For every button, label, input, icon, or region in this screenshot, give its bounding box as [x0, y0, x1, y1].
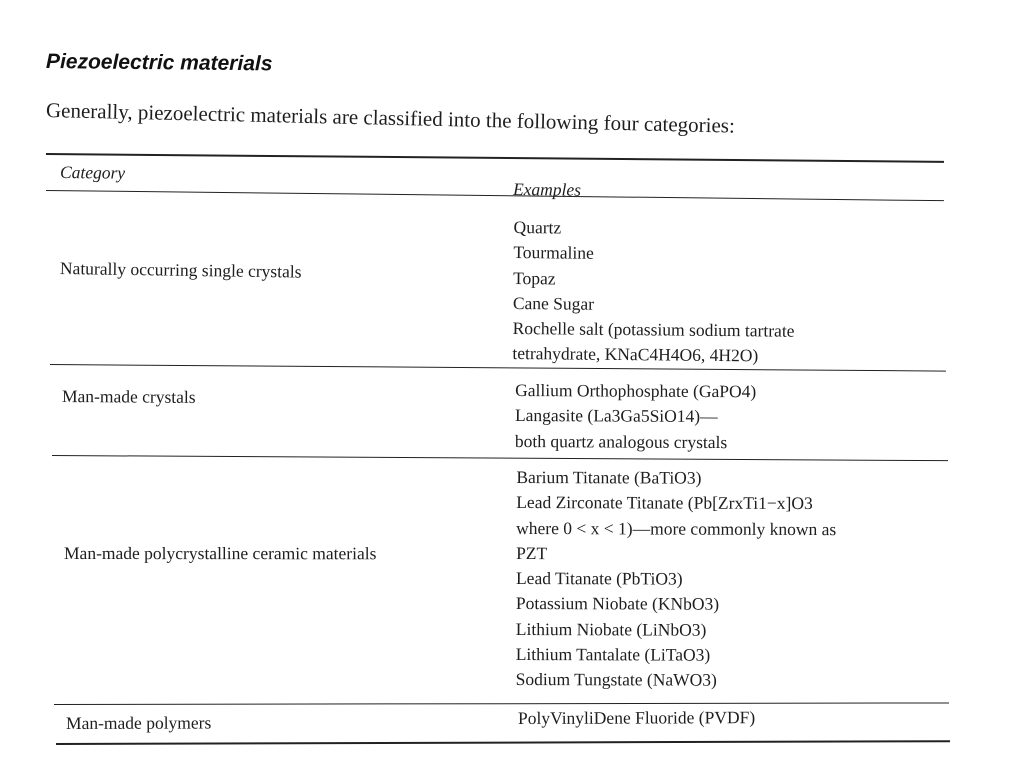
category-polycrystalline-ceramics: Man-made polycrystalline ceramic materials: [63, 543, 377, 564]
example-cane-sugar: Cane Sugar: [512, 292, 595, 314]
example-rochelle-salt: Rochelle salt (potassium sodium tartrate: [512, 318, 795, 341]
example-pzt-abbrev: PZT: [516, 542, 548, 563]
category-man-made-crystals: Man-made crystals: [61, 386, 196, 407]
example-lithium-niobate: Lithium Niobate (LiNbO3): [515, 618, 707, 640]
examples-polycrystalline-ceramics: [516, 465, 837, 694]
example-quartz: Quartz: [513, 217, 562, 238]
category-natural-crystals: Naturally occurring single crystals: [59, 258, 302, 282]
example-gallium-orthophosphate: Gallium Orthophosphate (GaPO4): [515, 380, 757, 402]
example-sodium-tungstate: Sodium Tungstate (NaWO3): [515, 669, 717, 691]
header-examples: Examples: [512, 179, 582, 200]
examples-man-made-crystals: [515, 378, 756, 455]
example-langasite: Langasite (La3Ga5SiO14)—: [514, 405, 718, 427]
section-title: Piezoelectric materials: [45, 50, 273, 76]
category-man-made-polymers: Man-made polymers: [65, 712, 212, 733]
examples-natural-crystals: [512, 215, 795, 369]
row-2-bottom-rule: [52, 455, 948, 461]
example-pvdf: PolyVinyliDene Fluoride (PVDF): [517, 707, 756, 728]
row-3-bottom-rule: [54, 702, 949, 705]
example-pzt-condition: where 0 < x < 1)—more commonly known as: [516, 517, 837, 539]
example-lead-titanate: Lead Titanate (PbTiO3): [515, 568, 683, 589]
examples-man-made-polymers: [518, 705, 755, 731]
header-category: Category: [59, 162, 126, 183]
example-quartz-analogous: both quartz analogous crystals: [514, 430, 728, 452]
example-topaz: Topaz: [513, 267, 556, 289]
example-lithium-tantalate: Lithium Tantalate (LiTaO3): [515, 644, 711, 665]
example-tourmaline: Tourmaline: [513, 242, 594, 264]
example-barium-titanate: Barium Titanate (BaTiO3): [516, 467, 702, 488]
example-rochelle-salt-formula: tetrahydrate, KNaC4H4O6, 4H2O): [512, 343, 759, 366]
row-1-bottom-rule: [50, 364, 946, 372]
example-pzt: Lead Zirconate Titanate (Pb[ZrxTi1−x]O3: [516, 492, 813, 514]
example-potassium-niobate: Potassium Niobate (KNbO3): [515, 593, 720, 615]
intro-paragraph: Generally, piezoelectric materials are classified into the following four categories:: [45, 98, 736, 138]
table-top-rule: [46, 153, 944, 163]
header-bottom-rule: [46, 190, 944, 201]
table-bottom-rule: [56, 740, 950, 745]
